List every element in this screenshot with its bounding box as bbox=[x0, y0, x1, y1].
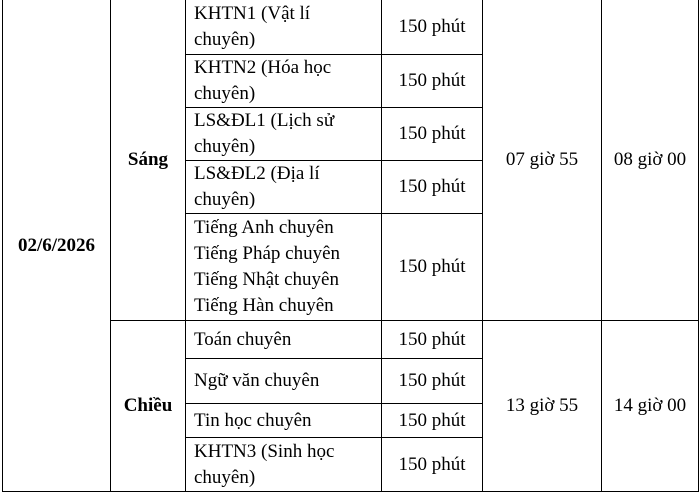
subject-line: Tiếng Anh chuyên bbox=[194, 217, 334, 238]
subject-duration: 150 phút bbox=[382, 0, 483, 55]
subject-line: chuyên) bbox=[194, 83, 256, 104]
exam-schedule-table bbox=[2, 0, 699, 492]
subject-name bbox=[186, 359, 382, 404]
subject-line: Ngữ văn chuyên bbox=[194, 370, 320, 391]
subject-name bbox=[186, 321, 382, 359]
subject-duration: 150 phút bbox=[382, 108, 483, 161]
subject-duration: 150 phút bbox=[382, 359, 483, 404]
subject-name bbox=[186, 161, 382, 214]
subject-duration: 150 phút bbox=[382, 321, 483, 359]
subject-name bbox=[186, 0, 382, 55]
subject-duration: 150 phút bbox=[382, 161, 483, 214]
subject-line: LS&ĐL2 (Địa lí bbox=[194, 163, 320, 184]
table-row bbox=[3, 0, 699, 55]
subject-duration: 150 phút bbox=[382, 55, 483, 108]
afternoon-end-time: 14 giờ 00 bbox=[602, 321, 699, 492]
session-afternoon: Chiều bbox=[111, 321, 186, 492]
subject-line: KHTN2 (Hóa học bbox=[194, 57, 332, 78]
subject-line: chuyên) bbox=[194, 189, 256, 210]
session-morning: Sáng bbox=[111, 0, 186, 321]
subject-duration: 150 phút bbox=[382, 404, 483, 438]
subject-line: KHTN3 (Sinh học bbox=[194, 440, 335, 462]
subject-line: LS&ĐL1 (Lịch sử bbox=[194, 110, 335, 131]
morning-start-time: 07 giờ 55 bbox=[483, 0, 602, 321]
subject-line: chuyên) bbox=[194, 29, 256, 50]
subject-line: KHTN1 (Vật lí bbox=[194, 3, 311, 24]
subject-line: Tiếng Pháp chuyên bbox=[194, 243, 341, 264]
subject-line: Tin học chuyên bbox=[194, 409, 312, 431]
subject-line: chuyên) bbox=[194, 136, 256, 157]
exam-date: 02/6/2026 bbox=[3, 0, 111, 492]
subject-line: chuyên) bbox=[194, 466, 256, 488]
subject-name bbox=[186, 214, 382, 321]
morning-end-time: 08 giờ 00 bbox=[602, 0, 699, 321]
subject-line: Tiếng Hàn chuyên bbox=[194, 295, 334, 316]
subject-duration: 150 phút bbox=[382, 214, 483, 321]
afternoon-start-time: 13 giờ 55 bbox=[483, 321, 602, 492]
subject-name bbox=[186, 55, 382, 108]
subject-duration: 150 phút bbox=[382, 438, 483, 492]
subject-line: Tiếng Nhật chuyên bbox=[194, 269, 339, 290]
subject-name bbox=[186, 404, 382, 438]
subject-name bbox=[186, 438, 382, 492]
subject-name bbox=[186, 108, 382, 161]
subject-line: Toán chuyên bbox=[194, 328, 292, 350]
